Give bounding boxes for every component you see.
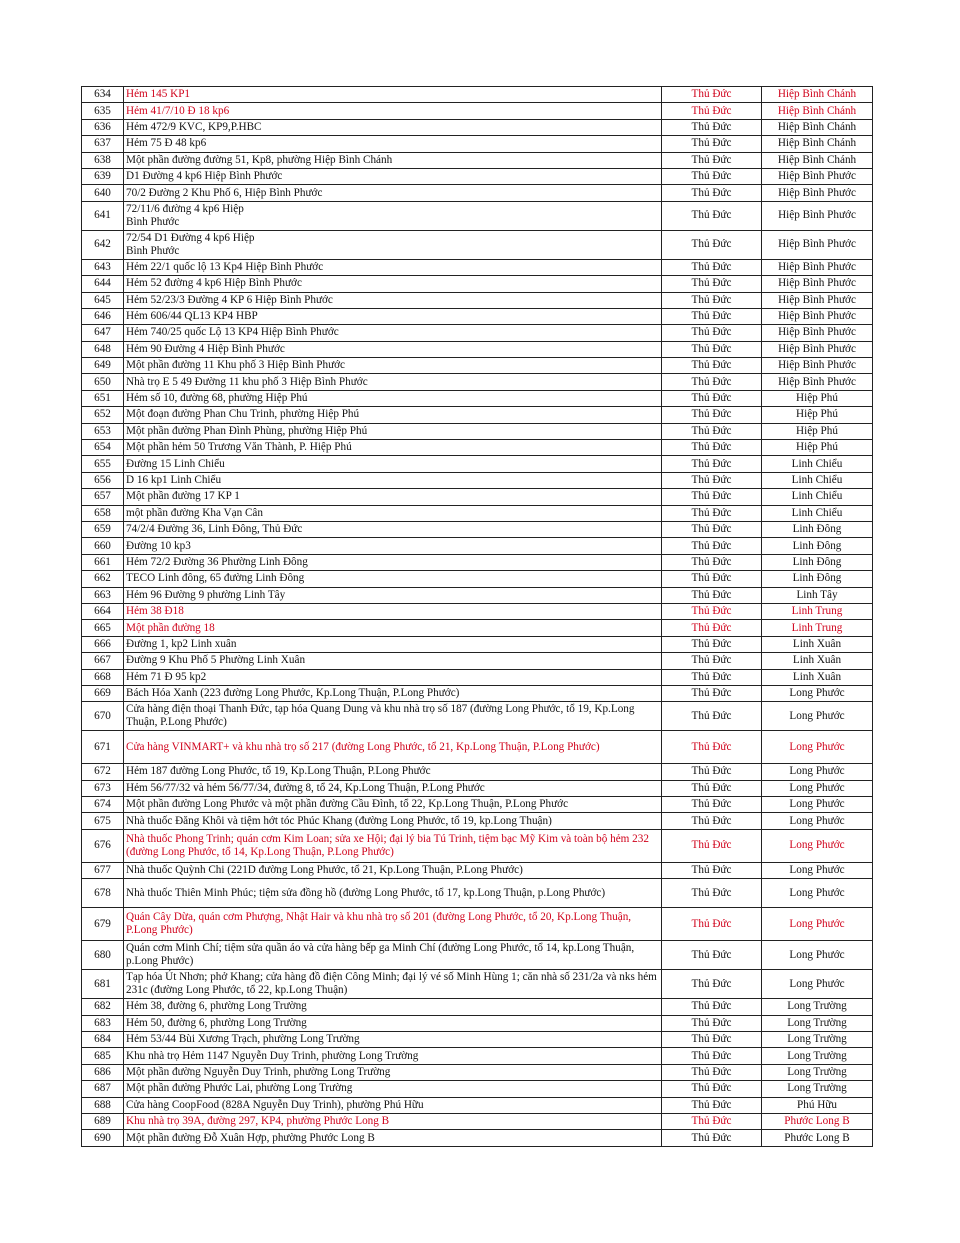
address-cell: Hẻm 22/1 quốc lộ 13 Kp4 Hiệp Bình Phước: [124, 259, 662, 275]
district-cell: Thủ Đức: [662, 571, 762, 587]
district-cell: Thủ Đức: [662, 1130, 762, 1146]
ward-cell: Phước Long B: [762, 1130, 873, 1146]
table-row: [82, 731, 873, 764]
table-row: [82, 308, 873, 324]
address-cell: Một phần đường 17 KP 1: [124, 489, 662, 505]
ward-cell: Linh Xuân: [762, 669, 873, 685]
ward-cell: Long Phước: [762, 797, 873, 813]
row-number: 653: [82, 423, 124, 439]
row-number: 651: [82, 390, 124, 406]
district-cell: Thủ Đức: [662, 1113, 762, 1129]
row-number: 680: [82, 941, 124, 970]
table-row: [82, 103, 873, 119]
ward-cell: Hiệp Bình Chánh: [762, 136, 873, 152]
row-number: 654: [82, 440, 124, 456]
address-cell: D1 Đường 4 kp6 Hiệp Bình Phước: [124, 168, 662, 184]
table-row: [82, 587, 873, 603]
district-cell: Thủ Đức: [662, 908, 762, 941]
ward-cell: Hiệp Bình Phước: [762, 358, 873, 374]
table-row: [82, 999, 873, 1015]
district-cell: Thủ Đức: [662, 103, 762, 119]
table-row: [82, 168, 873, 184]
ward-cell: Hiệp Bình Phước: [762, 308, 873, 324]
ward-cell: Linh Chiểu: [762, 505, 873, 521]
table-row: [82, 780, 873, 796]
table-row: [82, 970, 873, 999]
row-number: 664: [82, 603, 124, 619]
address-cell: Cửa hàng điện thoại Thanh Đức, tạp hóa Quang Dung và khu nhà trọ số 187 (đường Long Phước, tổ 19, Kp.Long Thuận, P.Long Phước): [124, 702, 662, 731]
table-row: [82, 87, 873, 103]
district-cell: Thủ Đức: [662, 941, 762, 970]
ward-cell: Hiệp Bình Phước: [762, 230, 873, 259]
district-cell: Thủ Đức: [662, 554, 762, 570]
address-cell: Hẻm 90 Đường 4 Hiệp Bình Phước: [124, 341, 662, 357]
table-row: [82, 829, 873, 862]
district-cell: Thủ Đức: [662, 325, 762, 341]
ward-cell: Long Phước: [762, 970, 873, 999]
ward-cell: Hiệp Phú: [762, 390, 873, 406]
address-cell: Hẻm 187 đường Long Phước, tổ 19, Kp.Long Thuận, P.Long Phước: [124, 764, 662, 780]
row-number: 652: [82, 407, 124, 423]
address-cell: Quán Cây Dừa, quán cơm Phượng, Nhật Hair và khu nhà trọ số 201 (đường Long Phước, tổ 20, Kp.Long Thuận, P.Long Phước): [124, 908, 662, 941]
district-cell: Thủ Đức: [662, 185, 762, 201]
district-cell: Thủ Đức: [662, 829, 762, 862]
table-row: [82, 554, 873, 570]
ward-cell: Long Phước: [762, 829, 873, 862]
table-row: [82, 685, 873, 701]
district-cell: Thủ Đức: [662, 653, 762, 669]
district-cell: Thủ Đức: [662, 87, 762, 103]
row-number: 657: [82, 489, 124, 505]
table-row: [82, 185, 873, 201]
address-cell: Nhà thuốc Quỳnh Chi (221D đường Long Phước, tổ 21, Kp.Long Thuận, P.Long Phước): [124, 862, 662, 878]
row-number: 689: [82, 1113, 124, 1129]
table-row: [82, 136, 873, 152]
row-number: 646: [82, 308, 124, 324]
table-row: [82, 1130, 873, 1146]
row-number: 681: [82, 970, 124, 999]
row-number: 688: [82, 1097, 124, 1113]
address-cell: Một phần đường Đỗ Xuân Hợp, phường Phước Long B: [124, 1130, 662, 1146]
row-number: 641: [82, 201, 124, 230]
row-number: 662: [82, 571, 124, 587]
district-cell: Thủ Đức: [662, 587, 762, 603]
row-number: 666: [82, 636, 124, 652]
district-cell: Thủ Đức: [662, 407, 762, 423]
ward-cell: Hiệp Bình Phước: [762, 185, 873, 201]
table-row: [82, 653, 873, 669]
table-row: [82, 259, 873, 275]
table-row: [82, 1097, 873, 1113]
ward-cell: Linh Trung: [762, 603, 873, 619]
district-cell: Thủ Đức: [662, 764, 762, 780]
ward-cell: Long Trường: [762, 1064, 873, 1080]
row-number: 660: [82, 538, 124, 554]
table-row: [82, 505, 873, 521]
row-number: 647: [82, 325, 124, 341]
district-cell: Thủ Đức: [662, 136, 762, 152]
ward-cell: Long Phước: [762, 702, 873, 731]
table-row: [82, 521, 873, 537]
district-cell: Thủ Đức: [662, 1064, 762, 1080]
address-cell: Cửa hàng VINMART+ và khu nhà trọ số 217 (đường Long Phước, tổ 21, Kp.Long Thuận, P.Long Phước): [124, 731, 662, 764]
table-row: [82, 862, 873, 878]
ward-cell: Phú Hữu: [762, 1097, 873, 1113]
table-row: [82, 374, 873, 390]
address-cell: Hẻm 41/7/10 Đ 18 kp6: [124, 103, 662, 119]
row-number: 634: [82, 87, 124, 103]
row-number: 675: [82, 813, 124, 829]
ward-cell: Linh Chiểu: [762, 489, 873, 505]
ward-cell: Hiệp Bình Phước: [762, 325, 873, 341]
address-cell: Một phần đường Nguyễn Duy Trinh, phường Long Trường: [124, 1064, 662, 1080]
row-number: 643: [82, 259, 124, 275]
row-number: 645: [82, 292, 124, 308]
table-row: [82, 358, 873, 374]
address-cell: Quán cơm Minh Chí; tiệm sửa quần áo và cửa hàng bếp ga Minh Chí (đường Long Phước, tổ 14, kp.Long Thuận, p.Long Phước): [124, 941, 662, 970]
address-cell: Đường 9 Khu Phố 5 Phường Linh Xuân: [124, 653, 662, 669]
district-cell: Thủ Đức: [662, 308, 762, 324]
address-cell: Hẻm 38, đường 6, phường Long Trường: [124, 999, 662, 1015]
district-cell: Thủ Đức: [662, 152, 762, 168]
table-row: [82, 797, 873, 813]
ward-cell: Hiệp Bình Phước: [762, 374, 873, 390]
table-row: [82, 1113, 873, 1129]
ward-cell: Linh Đông: [762, 538, 873, 554]
address-cell: Cửa hàng CoopFood (828A Nguyễn Duy Trinh), phường Phú Hữu: [124, 1097, 662, 1113]
address-cell: Hẻm 50, đường 6, phường Long Trường: [124, 1015, 662, 1031]
table-row: [82, 764, 873, 780]
district-cell: Thủ Đức: [662, 1081, 762, 1097]
table-row: [82, 341, 873, 357]
table-body: [82, 87, 873, 1147]
address-cell: Một phần đường Phước Lai, phường Long Trường: [124, 1081, 662, 1097]
address-table: [81, 86, 873, 1147]
ward-cell: Hiệp Bình Chánh: [762, 87, 873, 103]
district-cell: Thủ Đức: [662, 797, 762, 813]
table-row: [82, 571, 873, 587]
district-cell: Thủ Đức: [662, 423, 762, 439]
ward-cell: Linh Xuân: [762, 653, 873, 669]
address-cell: D 16 kp1 Linh Chiểu: [124, 472, 662, 488]
district-cell: Thủ Đức: [662, 456, 762, 472]
ward-cell: Hiệp Bình Phước: [762, 292, 873, 308]
district-cell: Thủ Đức: [662, 1015, 762, 1031]
ward-cell: Long Phước: [762, 780, 873, 796]
table-row: [82, 456, 873, 472]
table-row: [82, 152, 873, 168]
ward-cell: Hiệp Phú: [762, 423, 873, 439]
address-cell: Bách Hóa Xanh (223 đường Long Phước, Kp.Long Thuận, P.Long Phước): [124, 685, 662, 701]
table-row: [82, 941, 873, 970]
row-number: 678: [82, 879, 124, 908]
address-cell: Một phần đường Phan Đình Phùng, phường Hiệp Phú: [124, 423, 662, 439]
district-cell: Thủ Đức: [662, 685, 762, 701]
district-cell: Thủ Đức: [662, 341, 762, 357]
address-cell: Hẻm 38 Đ18: [124, 603, 662, 619]
row-number: 649: [82, 358, 124, 374]
ward-cell: Hiệp Bình Phước: [762, 341, 873, 357]
row-number: 640: [82, 185, 124, 201]
address-cell: Hẻm 56/77/32 và hẻm 56/77/34, đường 8, tổ 24, Kp.Long Thuận, P.Long Phước: [124, 780, 662, 796]
table-row: [82, 636, 873, 652]
address-cell: Hẻm 53/44 Bùi Xương Trạch, phường Long Trường: [124, 1032, 662, 1048]
address-cell: Một phần hẻm 50 Trương Văn Thành, P. Hiệp Phú: [124, 440, 662, 456]
row-number: 687: [82, 1081, 124, 1097]
district-cell: Thủ Đức: [662, 1048, 762, 1064]
table-row: [82, 390, 873, 406]
row-number: 677: [82, 862, 124, 878]
district-cell: Thủ Đức: [662, 813, 762, 829]
table-row: [82, 119, 873, 135]
row-number: 659: [82, 521, 124, 537]
ward-cell: Long Trường: [762, 1081, 873, 1097]
row-number: 661: [82, 554, 124, 570]
address-cell: một phần đường Kha Vạn Cân: [124, 505, 662, 521]
row-number: 638: [82, 152, 124, 168]
address-cell: TECO Linh đông, 65 đường Linh Đông: [124, 571, 662, 587]
table-row: [82, 1032, 873, 1048]
row-number: 684: [82, 1032, 124, 1048]
ward-cell: Long Phước: [762, 908, 873, 941]
ward-cell: Long Phước: [762, 731, 873, 764]
row-number: 682: [82, 999, 124, 1015]
address-cell: Nhà thuốc Phong Trinh; quán cơm Kim Loan; sửa xe Hội; đại lý bia Tú Trinh, tiệm bạc Mỹ Kim và toàn bộ hẻm 232 (đường Long Phước, tổ 14, Kp.Long Thuận, P.Long Phước): [124, 829, 662, 862]
district-cell: Thủ Đức: [662, 358, 762, 374]
district-cell: Thủ Đức: [662, 620, 762, 636]
address-cell: Hẻm 52/23/3 Đường 4 KP 6 Hiệp Bình Phước: [124, 292, 662, 308]
row-number: 685: [82, 1048, 124, 1064]
ward-cell: Linh Xuân: [762, 636, 873, 652]
row-number: 668: [82, 669, 124, 685]
district-cell: Thủ Đức: [662, 390, 762, 406]
ward-cell: Hiệp Bình Chánh: [762, 152, 873, 168]
row-number: 639: [82, 168, 124, 184]
table-row: [82, 325, 873, 341]
row-number: 642: [82, 230, 124, 259]
row-number: 658: [82, 505, 124, 521]
address-cell: Hẻm 740/25 quốc Lộ 13 KP4 Hiệp Bình Phước: [124, 325, 662, 341]
address-cell: Đường 1, kp2 Linh xuân: [124, 636, 662, 652]
table-row: [82, 1081, 873, 1097]
district-cell: Thủ Đức: [662, 521, 762, 537]
address-cell: 74/2/4 Đường 36, Linh Đông, Thủ Đức: [124, 521, 662, 537]
row-number: 669: [82, 685, 124, 701]
ward-cell: Long Phước: [762, 879, 873, 908]
address-cell: Một phần đường 11 Khu phố 3 Hiệp Bình Phước: [124, 358, 662, 374]
address-cell: Hẻm 606/44 QL13 KP4 HBP: [124, 308, 662, 324]
district-cell: Thủ Đức: [662, 505, 762, 521]
table-row: [82, 1048, 873, 1064]
district-cell: Thủ Đức: [662, 702, 762, 731]
ward-cell: Hiệp Phú: [762, 407, 873, 423]
ward-cell: Hiệp Bình Phước: [762, 259, 873, 275]
district-cell: Thủ Đức: [662, 489, 762, 505]
table-row: [82, 472, 873, 488]
address-cell: 72/11/6 đường 4 kp6 Hiệp Bình Phước: [124, 201, 662, 230]
district-cell: Thủ Đức: [662, 292, 762, 308]
row-number: 644: [82, 276, 124, 292]
row-number: 650: [82, 374, 124, 390]
address-cell: Hẻm số 10, đường 68, phường Hiệp Phú: [124, 390, 662, 406]
table-row: [82, 620, 873, 636]
district-cell: Thủ Đức: [662, 168, 762, 184]
district-cell: Thủ Đức: [662, 862, 762, 878]
address-cell: 72/54 D1 Đường 4 kp6 Hiệp Bình Phước: [124, 230, 662, 259]
row-number: 648: [82, 341, 124, 357]
table-row: [82, 1064, 873, 1080]
district-cell: Thủ Đức: [662, 276, 762, 292]
district-cell: Thủ Đức: [662, 780, 762, 796]
row-number: 672: [82, 764, 124, 780]
table-row: [82, 813, 873, 829]
district-cell: Thủ Đức: [662, 879, 762, 908]
address-cell: Tạp hóa Út Nhơn; phở Khang; cửa hàng đồ điện Công Minh; đại lý vé số Minh Hùng 1; căn nhà số 231/2a và nks hẻm 231c (đường Long Phước, tổ 22, kp.Long Thuận): [124, 970, 662, 999]
ward-cell: Hiệp Bình Chánh: [762, 103, 873, 119]
row-number: 674: [82, 797, 124, 813]
district-cell: Thủ Đức: [662, 970, 762, 999]
ward-cell: Hiệp Bình Phước: [762, 201, 873, 230]
address-cell: Khu nhà trọ Hẻm 1147 Nguyễn Duy Trinh, phường Long Trường: [124, 1048, 662, 1064]
ward-cell: Long Phước: [762, 862, 873, 878]
address-cell: Một phần đường 18: [124, 620, 662, 636]
district-cell: Thủ Đức: [662, 119, 762, 135]
ward-cell: Hiệp Bình Phước: [762, 168, 873, 184]
table-row: [82, 201, 873, 230]
ward-cell: Long Phước: [762, 813, 873, 829]
ward-cell: Hiệp Phú: [762, 440, 873, 456]
ward-cell: Hiệp Bình Chánh: [762, 119, 873, 135]
table-row: [82, 669, 873, 685]
address-cell: Khu nhà trọ 39A, đường 297, KP4, phường Phước Long B: [124, 1113, 662, 1129]
row-number: 655: [82, 456, 124, 472]
table-row: [82, 879, 873, 908]
address-cell: Hẻm 52 đường 4 kp6 Hiệp Bình Phước: [124, 276, 662, 292]
district-cell: Thủ Đức: [662, 1097, 762, 1113]
table-row: [82, 489, 873, 505]
district-cell: Thủ Đức: [662, 636, 762, 652]
district-cell: Thủ Đức: [662, 201, 762, 230]
address-cell: Hẻm 71 Đ 95 kp2: [124, 669, 662, 685]
row-number: 637: [82, 136, 124, 152]
district-cell: Thủ Đức: [662, 538, 762, 554]
row-number: 667: [82, 653, 124, 669]
address-cell: Nhà thuốc Đăng Khôi và tiệm hớt tóc Phúc Khang (đường Long Phước, tổ 19, kp.Long Thuận): [124, 813, 662, 829]
table-row: [82, 1015, 873, 1031]
row-number: 663: [82, 587, 124, 603]
ward-cell: Linh Đông: [762, 554, 873, 570]
row-number: 679: [82, 908, 124, 941]
table-row: [82, 230, 873, 259]
table-row: [82, 292, 873, 308]
district-cell: Thủ Đức: [662, 440, 762, 456]
table-row: [82, 538, 873, 554]
table-row: [82, 440, 873, 456]
table-row: [82, 702, 873, 731]
row-number: 671: [82, 731, 124, 764]
district-cell: Thủ Đức: [662, 603, 762, 619]
row-number: 656: [82, 472, 124, 488]
table-row: [82, 423, 873, 439]
row-number: 683: [82, 1015, 124, 1031]
row-number: 636: [82, 119, 124, 135]
address-cell: 70/2 Đường 2 Khu Phố 6, Hiệp Bình Phước: [124, 185, 662, 201]
district-cell: Thủ Đức: [662, 230, 762, 259]
ward-cell: Linh Đông: [762, 571, 873, 587]
address-cell: Hẻm 72/2 Đường 36 Phường Linh Đông: [124, 554, 662, 570]
ward-cell: Phước Long B: [762, 1113, 873, 1129]
address-cell: Hẻm 145 KP1: [124, 87, 662, 103]
row-number: 690: [82, 1130, 124, 1146]
ward-cell: Long Phước: [762, 764, 873, 780]
address-cell: Hẻm 96 Đường 9 phường Linh Tây: [124, 587, 662, 603]
address-cell: Một đoạn đường Phan Chu Trinh, phường Hiệp Phú: [124, 407, 662, 423]
row-number: 670: [82, 702, 124, 731]
district-cell: Thủ Đức: [662, 669, 762, 685]
district-cell: Thủ Đức: [662, 472, 762, 488]
address-cell: Hẻm 472/9 KVC, KP9,P.HBC: [124, 119, 662, 135]
table-row: [82, 407, 873, 423]
ward-cell: Linh Chiểu: [762, 456, 873, 472]
district-cell: Thủ Đức: [662, 731, 762, 764]
table-row: [82, 276, 873, 292]
address-cell: Một phần đường Long Phước và một phần đường Cầu Đình, tổ 22, Kp.Long Thuận, P.Long Phước: [124, 797, 662, 813]
district-cell: Thủ Đức: [662, 1032, 762, 1048]
ward-cell: Linh Chiểu: [762, 472, 873, 488]
ward-cell: Linh Đông: [762, 521, 873, 537]
table-row: [82, 603, 873, 619]
address-cell: Nhà thuốc Thiên Minh Phúc; tiệm sửa đồng hồ (đường Long Phước, tổ 17, kp.Long Thuận, p.Long Phước): [124, 879, 662, 908]
row-number: 635: [82, 103, 124, 119]
ward-cell: Long Phước: [762, 941, 873, 970]
address-cell: Đường 10 kp3: [124, 538, 662, 554]
ward-cell: Long Trường: [762, 999, 873, 1015]
ward-cell: Linh Tây: [762, 587, 873, 603]
row-number: 676: [82, 829, 124, 862]
district-cell: Thủ Đức: [662, 259, 762, 275]
row-number: 665: [82, 620, 124, 636]
row-number: 686: [82, 1064, 124, 1080]
ward-cell: Linh Trung: [762, 620, 873, 636]
ward-cell: Long Trường: [762, 1015, 873, 1031]
address-cell: Nhà trọ E 5 49 Đường 11 khu phố 3 Hiệp Bình Phước: [124, 374, 662, 390]
ward-cell: Long Trường: [762, 1032, 873, 1048]
row-number: 673: [82, 780, 124, 796]
ward-cell: Long Trường: [762, 1048, 873, 1064]
table-row: [82, 908, 873, 941]
address-cell: Hẻm 75 Đ 48 kp6: [124, 136, 662, 152]
district-cell: Thủ Đức: [662, 999, 762, 1015]
address-cell: Đường 15 Linh Chiểu: [124, 456, 662, 472]
ward-cell: Hiệp Bình Phước: [762, 276, 873, 292]
district-cell: Thủ Đức: [662, 374, 762, 390]
ward-cell: Long Phước: [762, 685, 873, 701]
address-cell: Một phần đường đường 51, Kp8, phường Hiệp Bình Chánh: [124, 152, 662, 168]
